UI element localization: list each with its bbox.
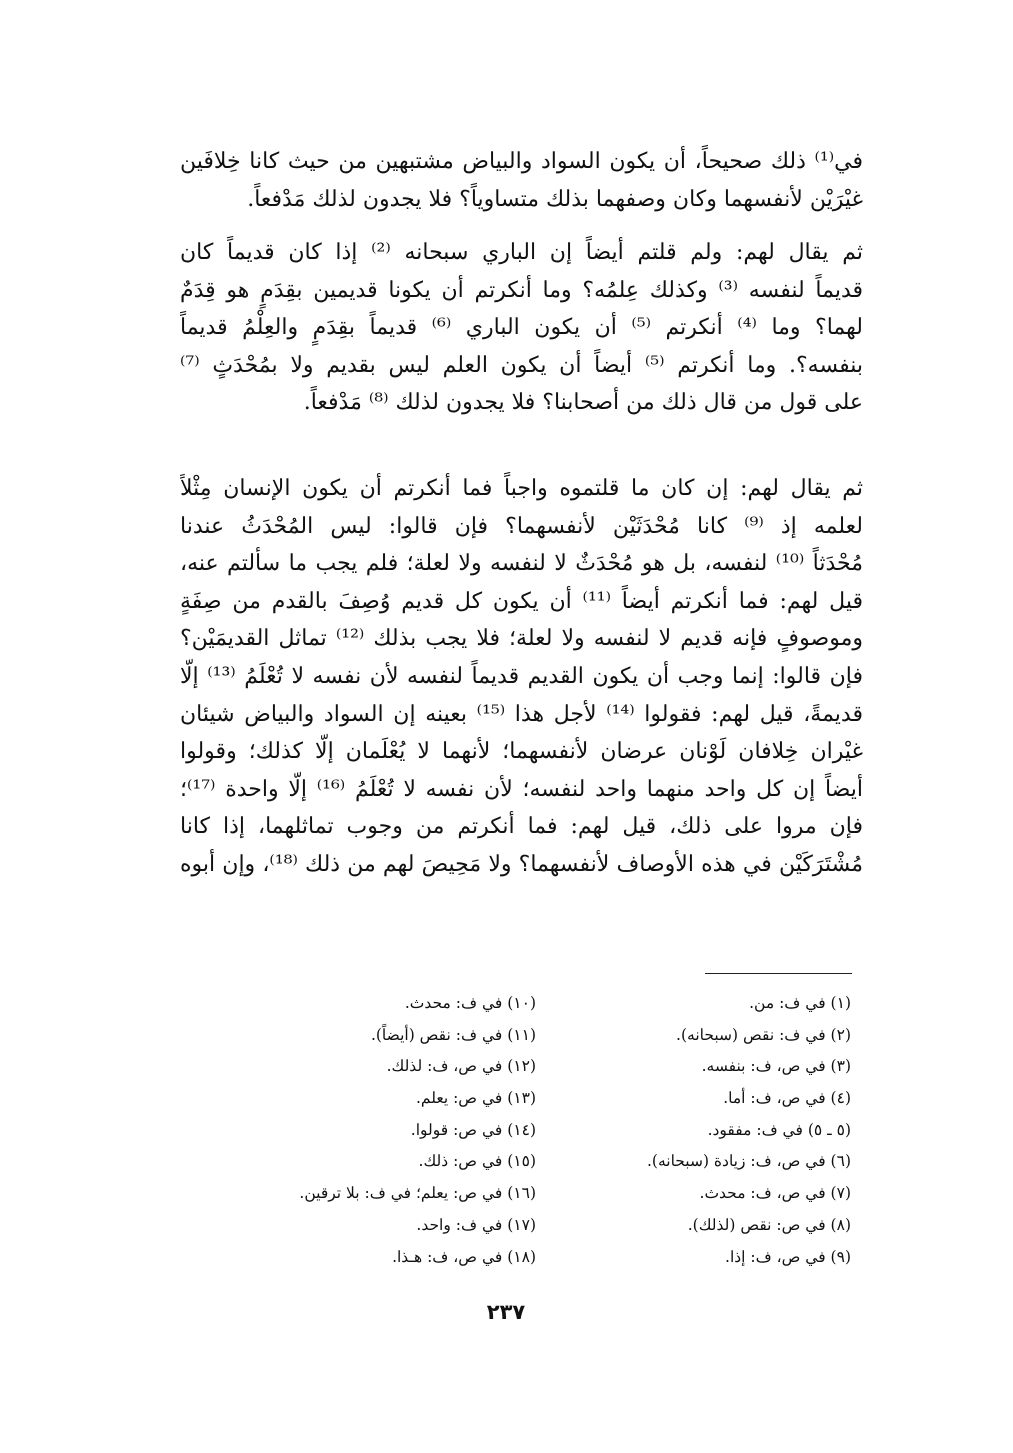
text-line: ثم يقال لهم: ولم قلتم أيضاً إن الباري سبحانه ⁽²⁾ إذا كان قديماً كان — [180, 240, 863, 265]
footnote: (١٥) في ص: ذلك. — [418, 1152, 536, 1171]
text-line: على قول من قال ذلك من أصحابنا؟ فلا يجدون لذلك ⁽⁸⁾ مَدْفعاً. — [303, 390, 863, 416]
text-line: وموصوفٍ فإنه قديم لا لنفسه ولا لعلة؛ فلا يجب بذلك ⁽¹²⁾ تماثل القديمَيْن؟ — [180, 626, 863, 652]
footnote: (٢) في ف: نقص (سبحانه). — [676, 1025, 851, 1044]
text-line: غيْران خِلافان لَوْنان عرضان لأنفسهما؛ لأنهما لا يُعْلَمان إلّا كذلك؛ وقولوا — [180, 739, 863, 765]
footnote: (١٣) في ص: يعلم. — [415, 1089, 536, 1108]
footnotes-right-column — [601, 988, 851, 1273]
paragraph-1 — [180, 143, 863, 218]
footnote: (٧) في ص، ف: محدث. — [699, 1184, 851, 1203]
footnote: (١٦) في ص: يعلم؛ في ف: بلا ترقين. — [299, 1184, 536, 1203]
footnote: (١٨) في ص، ف: هـذا. — [392, 1247, 536, 1266]
footnote: (١٠) في ف: محدث. — [404, 994, 536, 1012]
footnote: (١٧) في ف: واحد. — [416, 1215, 536, 1234]
footnote: (٥ ـ ٥) في ف: مفقود. — [707, 1120, 851, 1139]
footnote: (٦) في ص، ف: زيادة (سبحانه). — [646, 1152, 851, 1171]
text-line: قيل لهم: فما أنكرتم أيضاً ⁽¹¹⁾ أن يكون كل قديم وُصِفَ بالقدم من صِفَةٍ — [180, 588, 863, 614]
text-line: بنفسه؟. وما أنكرتم ⁽⁵⁾ أيضاً أن يكون العلم ليس بقديم ولا بمُحْدَثٍ ⁽⁷⁾ — [180, 352, 863, 378]
text-line: فإن مروا على ذلك، قيل لهم: فما أنكرتم من وجوب تماثلهما، إذا كانا — [180, 814, 863, 840]
text-line: مُحْدَثاً ⁽¹⁰⁾ لنفسه، بل هو مُحْدَثٌ لا لنفسه ولا لعلة؛ فلم يجب ما سألتم عنه، — [180, 551, 863, 577]
text-line: قديمةً، قيل لهم: فقولوا ⁽¹⁴⁾ لأجل هذا ⁽¹⁵⁾ بعينه إن السواد والبياض شيئان — [180, 701, 863, 727]
footnote-separator — [705, 973, 852, 974]
paragraph-3 — [180, 470, 863, 884]
footnote: (٨) في ص: نقص (لذلك). — [687, 1215, 851, 1234]
footnote: (٩) في ص، ف: إذا. — [725, 1247, 851, 1266]
footnotes-left-column — [236, 988, 536, 1273]
footnote: (١١) في ف: نقص (أيضاً). — [370, 1025, 536, 1044]
footnote: (١٤) في ص: قولوا. — [410, 1120, 536, 1139]
text-line: غيْرَيْن لأنفسهما وكان وصفهما بذلك متساوياً؟ فلا يجدون لذلك مَدْفعاً. — [247, 186, 863, 212]
text-line: فإن قالوا: إنما وجب أن يكون القديم قديماً لنفسه لأن نفسه لا تُعْلَمُ ⁽¹³⁾ إلّا — [180, 663, 863, 689]
text-line: في⁽¹⁾ ذلك صحيحاً، أن يكون السواد والبياض مشتبهين من حيث كانا خِلافَين — [180, 149, 863, 174]
text-line: لعلمه إذ ⁽⁹⁾ كانا مُحْدَثَيْن لأنفسهما؟ فإن قالوا: ليس المُحْدَثُ عندنا — [180, 513, 863, 539]
footnote: (١٢) في ص، ف: لذلك. — [386, 1057, 536, 1076]
text-line: ثم يقال لهم: إن كان ما قلتموه واجباً فما أنكرتم أن يكون الإنسان مِثْلاً — [180, 476, 863, 501]
footnote: (٣) في ص، ف: بنفسه. — [701, 1057, 851, 1076]
text-line: أيضاً إن كل واحد منهما واحد لنفسه؛ لأن نفسه لا تُعْلَمُ ⁽¹⁶⁾ إلّا واحدة ⁽¹⁷⁾؛ — [180, 776, 863, 802]
footnote: (٤) في ص، ف: أما. — [723, 1089, 851, 1108]
page-number: ٢٣٧ — [486, 1300, 526, 1324]
text-line: قديماً لنفسه ⁽³⁾ وكذلك عِلمُه؟ وما أنكرتم أن يكونا قديمين بقِدَمٍ هو قِدَمٌ — [180, 277, 863, 303]
footnote: (١) في ف: من. — [749, 994, 851, 1012]
text-line: مُشْتَرَكَيْن في هذه الأوصاف لأنفسهما؟ ولا مَحِيصَ لهم من ذلك ⁽¹⁸⁾، وإن أبوه — [180, 851, 863, 877]
paragraph-2 — [180, 234, 863, 422]
text-line: لهما؟ وما ⁽⁴⁾ أنكرتم ⁽⁵⁾ أن يكون الباري ⁽⁶⁾ قديماً بقِدَمٍ والعِلْمُ قديماً — [180, 315, 863, 341]
